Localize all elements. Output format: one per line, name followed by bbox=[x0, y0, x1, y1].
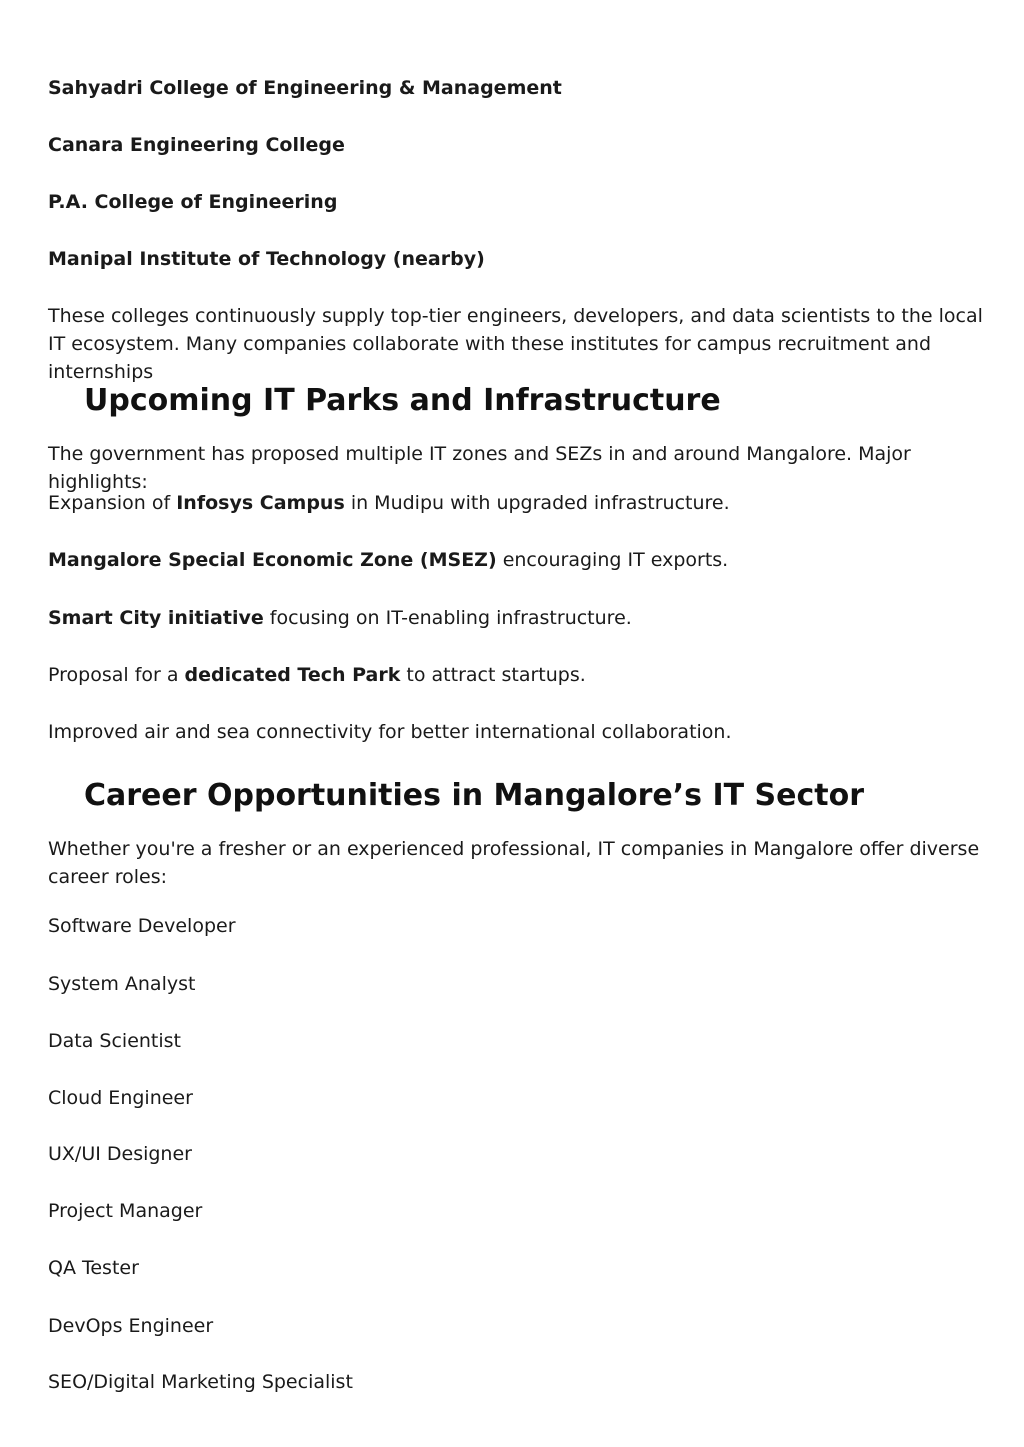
item-bold-text: dedicated Tech Park bbox=[184, 664, 401, 686]
list-item bbox=[48, 604, 632, 632]
item-bold-text: Smart City initiative bbox=[48, 607, 264, 629]
college-item: Canara Engineering College bbox=[48, 134, 345, 156]
item-bold-text: Mangalore Special Economic Zone (MSEZ) bbox=[48, 549, 497, 571]
college-item: Manipal Institute of Technology (nearby) bbox=[48, 248, 485, 270]
section-heading-it-parks: Upcoming IT Parks and Infrastructure bbox=[84, 383, 721, 418]
item-text: Expansion of bbox=[48, 492, 177, 514]
list-item bbox=[48, 661, 586, 689]
role-item: Cloud Engineer bbox=[48, 1087, 193, 1109]
role-item: System Analyst bbox=[48, 973, 196, 995]
item-text: encouraging IT exports. bbox=[496, 549, 729, 571]
role-item: Software Developer bbox=[48, 915, 236, 937]
list-item bbox=[48, 718, 732, 746]
list-item bbox=[48, 546, 728, 574]
item-text: Proposal for a bbox=[48, 664, 185, 686]
it-parks-intro: The government has proposed multiple IT zones and SEZs in and around Mangalore. Major highlights: bbox=[48, 443, 911, 493]
section-heading-careers: Career Opportunities in Mangalore’s IT Sector bbox=[84, 778, 864, 813]
item-bold-text: Infosys Campus bbox=[176, 492, 345, 514]
role-item: Project Manager bbox=[48, 1200, 203, 1222]
list-item bbox=[48, 489, 730, 517]
colleges-paragraph: These colleges continuously supply top-tier engineers, developers, and data scientists to the local IT ecosystem. Many companies collaborate with these institutes for campus recruitment and internships bbox=[48, 305, 983, 383]
item-text: Improved air and sea connectivity for better international collaboration. bbox=[48, 721, 732, 743]
role-item: QA Tester bbox=[48, 1257, 139, 1279]
item-text: in Mudipu with upgraded infrastructure. bbox=[344, 492, 730, 514]
careers-intro: Whether you're a fresher or an experienced professional, IT companies in Mangalore offer diverse career roles: bbox=[48, 838, 980, 888]
college-item: P.A. College of Engineering bbox=[48, 191, 338, 213]
role-item: Data Scientist bbox=[48, 1030, 181, 1052]
item-text: focusing on IT-enabling infrastructure. bbox=[263, 607, 632, 629]
role-item: SEO/Digital Marketing Specialist bbox=[48, 1371, 353, 1393]
college-item: Sahyadri College of Engineering & Management bbox=[48, 77, 562, 99]
role-item: UX/UI Designer bbox=[48, 1143, 192, 1165]
role-item: DevOps Engineer bbox=[48, 1315, 214, 1337]
item-text: to attract startups. bbox=[400, 664, 586, 686]
